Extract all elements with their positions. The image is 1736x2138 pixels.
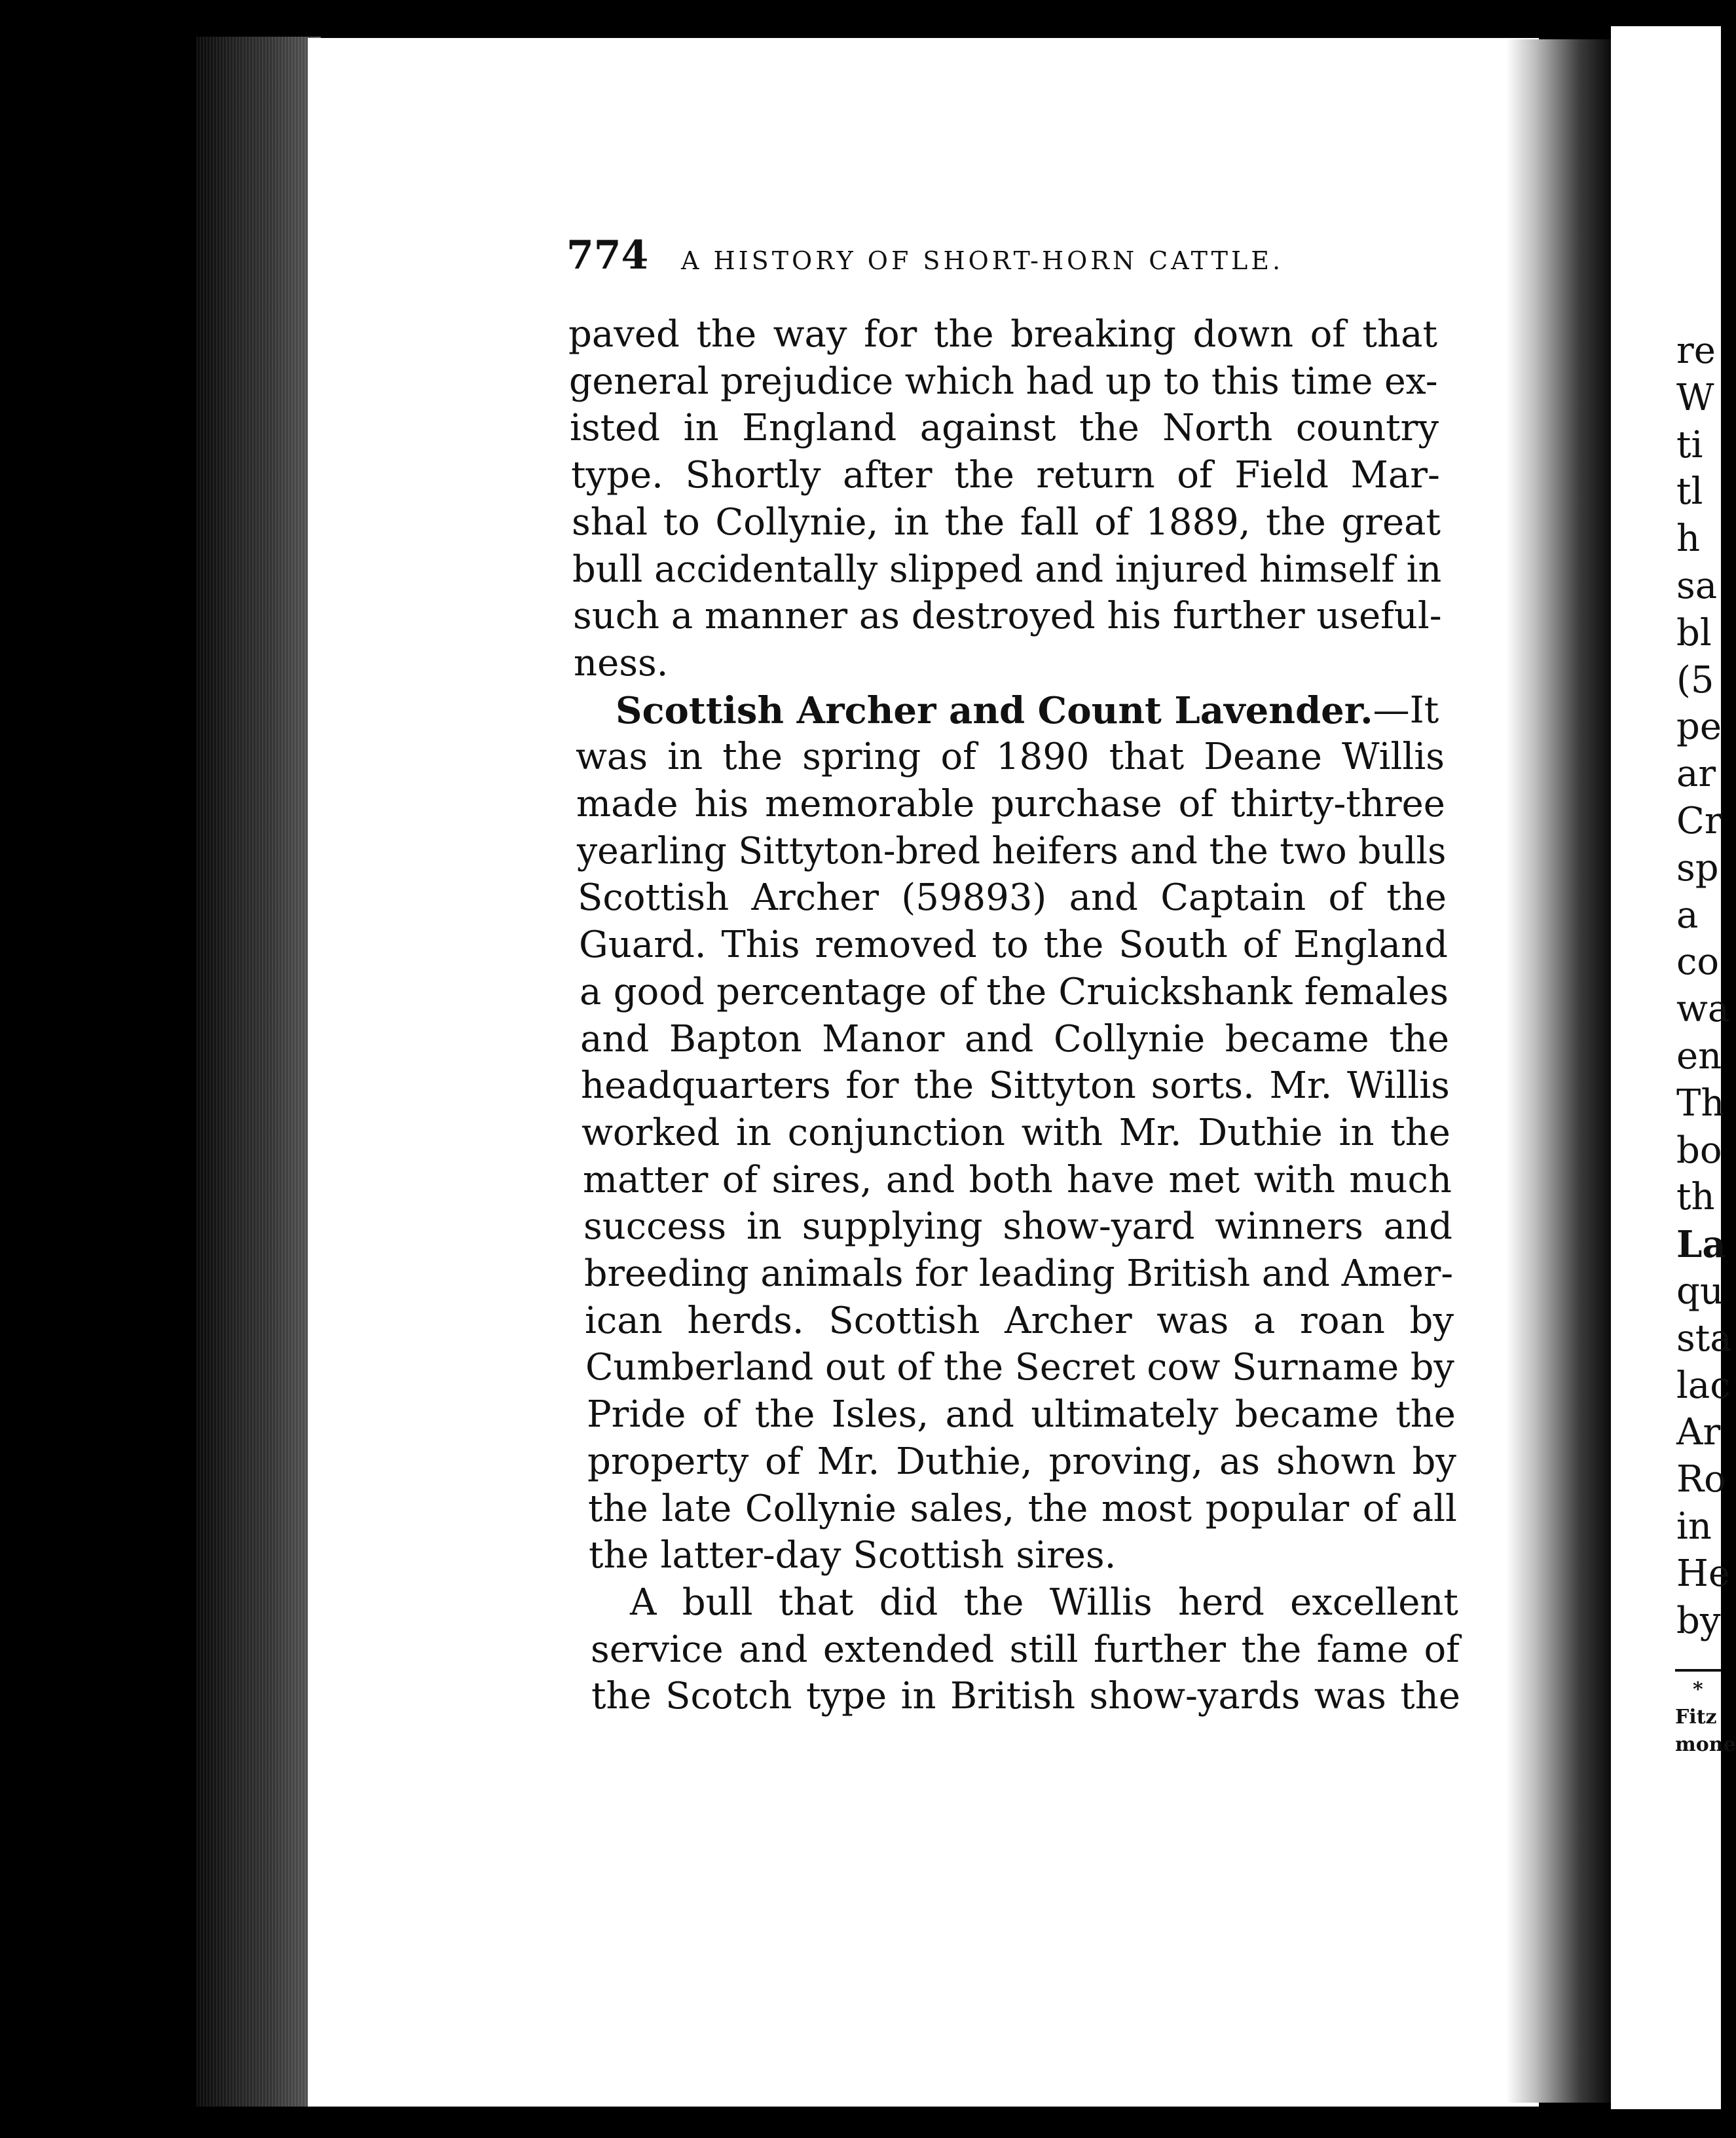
word: Archer [1005, 1300, 1132, 1342]
word: all [1411, 1488, 1457, 1530]
word: after [843, 454, 933, 497]
word: (59893) [901, 876, 1047, 919]
facing-page-fragment: La [1676, 1223, 1726, 1266]
word: of [1178, 783, 1215, 825]
facing-page-fragment: lac [1676, 1364, 1731, 1407]
text-line [587, 1391, 1456, 1438]
word: his [1107, 595, 1162, 637]
word: sales, [910, 1488, 1015, 1530]
word: himself [1259, 548, 1395, 591]
word: popular [1205, 1488, 1350, 1530]
word: show-yard [1003, 1205, 1195, 1248]
facing-page-fragment: en [1676, 1035, 1722, 1078]
section-heading-continuation: —It [1373, 689, 1439, 732]
word: that [1362, 313, 1437, 356]
word: to [991, 924, 1029, 966]
word: slipped [889, 548, 1024, 591]
word: Deane [1204, 736, 1322, 778]
word: memorable [765, 783, 975, 825]
word: that [778, 1581, 854, 1624]
word: of [1362, 1488, 1399, 1530]
word: This [721, 924, 800, 966]
word: both [969, 1159, 1053, 1201]
text-line [583, 1157, 1452, 1204]
word: Collynie [745, 1488, 896, 1530]
word: ultimately [1031, 1393, 1219, 1436]
word: of [1177, 454, 1213, 497]
word: cow [1147, 1346, 1221, 1389]
word: in [746, 1205, 782, 1248]
word: Mr. [1118, 1112, 1182, 1154]
word: with [1253, 1159, 1336, 1201]
word: Mr. [817, 1440, 880, 1483]
word: in [683, 407, 719, 449]
word: and [1261, 1252, 1330, 1295]
text-line [577, 828, 1446, 875]
word: the [914, 1064, 974, 1107]
word: in [1406, 548, 1442, 591]
word: herd [1178, 1581, 1265, 1624]
word: Pride [587, 1393, 686, 1436]
word: of [1242, 924, 1279, 966]
text-line [569, 358, 1438, 405]
text-line [568, 311, 1437, 358]
facing-page-fragment: ti [1676, 424, 1703, 466]
facing-page-fragment: (5 [1676, 659, 1714, 702]
word: up [1105, 360, 1153, 403]
word: the [1241, 1628, 1302, 1671]
word: by [1409, 1300, 1454, 1342]
word: to [1163, 360, 1200, 403]
word: South [1118, 924, 1228, 966]
facing-page-fragment: Cr [1676, 800, 1722, 842]
word: became [1234, 1393, 1379, 1436]
word: success [583, 1205, 727, 1248]
word: and [580, 1018, 650, 1060]
book-gutter [1506, 39, 1611, 2103]
word: did [879, 1581, 938, 1624]
text-line [578, 874, 1447, 922]
text-line [588, 1486, 1457, 1533]
word: and [1069, 876, 1138, 919]
word: of [940, 736, 976, 778]
word: the [1266, 501, 1326, 544]
facing-page-fragment: bl [1676, 612, 1712, 654]
word: time [1291, 360, 1373, 403]
word: most [1101, 1488, 1192, 1530]
word: a [1253, 1300, 1276, 1342]
word: the [1043, 924, 1104, 966]
text-line [589, 1532, 1116, 1579]
word: Cumberland [585, 1346, 814, 1389]
word: the [954, 454, 1014, 497]
word: two [1280, 830, 1347, 872]
word: sires. [1016, 1534, 1117, 1577]
word: Willis [1049, 1581, 1153, 1624]
word: the [1386, 876, 1447, 919]
word: the [963, 1581, 1024, 1624]
word: still [1009, 1628, 1079, 1671]
word: the [944, 501, 1005, 544]
word: England [1293, 924, 1448, 966]
word: the [986, 971, 1047, 1013]
word: such [573, 595, 660, 637]
word: this [1211, 360, 1280, 403]
word: with [1021, 1112, 1103, 1154]
facing-page-fragment: sta [1676, 1317, 1732, 1360]
word: shal [572, 501, 648, 544]
word: Archer [751, 876, 879, 919]
word: and [945, 1393, 1014, 1436]
facing-page-fragment: bo [1676, 1129, 1722, 1172]
word: useful- [1316, 595, 1442, 637]
word: Mar- [1350, 454, 1440, 497]
word: sires, [771, 1159, 872, 1201]
page-number: 774 [566, 233, 649, 278]
word: way [773, 313, 847, 356]
text-line [582, 1110, 1450, 1157]
word: in [1339, 1112, 1375, 1154]
text-line [572, 499, 1441, 546]
word: for [845, 1064, 899, 1107]
facing-page-fragment: pe [1676, 705, 1722, 748]
word: and [739, 1628, 808, 1671]
word: conjunction [787, 1112, 1005, 1154]
text-line [587, 1438, 1456, 1486]
word: made [576, 783, 678, 825]
word: latter-day [660, 1534, 841, 1577]
word: breeding [584, 1252, 749, 1295]
word: return [1036, 454, 1155, 497]
word: of [1424, 1628, 1460, 1671]
facing-page-fragment: He [1676, 1552, 1730, 1595]
word: the [1027, 1488, 1088, 1530]
book-title: A HISTORY OF SHORT-HORN CATTLE. [681, 246, 1284, 275]
word: paved [568, 313, 680, 356]
text-line [579, 922, 1448, 969]
word: fame [1316, 1628, 1409, 1671]
facing-page-fragment: re [1676, 329, 1716, 372]
word: ican [585, 1300, 663, 1342]
word: Mr. [1269, 1064, 1333, 1107]
facing-page-fragment: in [1676, 1505, 1712, 1548]
word: breaking [1010, 313, 1176, 356]
word: accidentally [654, 548, 878, 591]
page-edge-stack [196, 37, 321, 2107]
word: property [587, 1440, 749, 1483]
word: winners [1215, 1205, 1363, 1248]
facing-page-fragment: sa [1676, 565, 1718, 607]
text-line [576, 781, 1445, 828]
word: in [900, 1675, 936, 1717]
word: the [589, 1534, 649, 1577]
word: Guard. [579, 924, 707, 966]
word: in [893, 501, 929, 544]
word: Sittyton [988, 1064, 1136, 1107]
text-line [585, 1344, 1454, 1391]
word: Amer- [1341, 1252, 1454, 1295]
word: Captain [1160, 876, 1306, 919]
word: the [944, 1346, 1004, 1389]
word: of [896, 1346, 933, 1389]
word: Duthie, [896, 1440, 1033, 1483]
word: spring [802, 736, 921, 778]
word: and [965, 1018, 1034, 1060]
text-line [630, 1579, 1458, 1626]
word: A [630, 1581, 657, 1624]
word: yearling [577, 830, 727, 872]
facing-page-fragment: sp [1676, 847, 1719, 890]
word: to [663, 501, 700, 544]
text-line [591, 1673, 1460, 1720]
word: by [1412, 1440, 1456, 1483]
word: fall [1020, 501, 1079, 544]
word: sorts. [1151, 1064, 1255, 1107]
facing-page-fragment: Ro [1676, 1458, 1726, 1501]
word: purchase [991, 783, 1162, 825]
text-line [573, 593, 1442, 640]
footnote-rule [1675, 1669, 1721, 1672]
word: of [1094, 501, 1130, 544]
word: the [591, 1675, 652, 1717]
word: and [1383, 1205, 1452, 1248]
word: the [1209, 830, 1268, 872]
word: further [1172, 595, 1305, 637]
word: worked [582, 1112, 720, 1154]
facing-page-fragment: th [1676, 1176, 1715, 1218]
word: the [1389, 1018, 1449, 1060]
text-line [591, 1626, 1460, 1674]
word: in [736, 1112, 772, 1154]
facing-page-fragment: W [1676, 377, 1714, 419]
word: England [742, 407, 897, 449]
running-head [566, 229, 1405, 282]
word: the [933, 313, 994, 356]
word: had [1025, 360, 1094, 403]
section-heading: Scottish Archer and Count Lavender. [616, 689, 1373, 732]
word: further [1094, 1628, 1227, 1671]
word: was [1156, 1300, 1229, 1342]
facing-page-footnote: Fitz [1675, 1706, 1717, 1729]
text-line [572, 546, 1441, 593]
word: proving, [1048, 1440, 1204, 1483]
facing-page-fragment: Ar [1676, 1411, 1721, 1453]
word: was [576, 736, 648, 778]
text-line [570, 405, 1439, 452]
word: down [1192, 313, 1294, 356]
word: thirty-three [1230, 783, 1445, 825]
word: heifers [991, 830, 1118, 872]
word: a [671, 595, 693, 637]
word: the [1395, 1393, 1456, 1436]
word: met [1168, 1159, 1240, 1201]
facing-page-fragment: Th [1676, 1082, 1725, 1125]
text-line [571, 452, 1440, 499]
facing-page-fragment: co [1676, 941, 1720, 983]
word: Scottish [828, 1300, 980, 1342]
word: of [702, 1393, 739, 1436]
word: Willis [1342, 736, 1445, 778]
word: late [661, 1488, 732, 1530]
facing-page-fragment: a [1676, 894, 1699, 937]
facing-page-fragment: wa [1676, 988, 1730, 1030]
word: Sittyton-bred [738, 830, 981, 872]
word: matter [583, 1159, 709, 1201]
word: 1890 [996, 736, 1090, 778]
word: for [864, 313, 917, 356]
word: British [1126, 1252, 1251, 1295]
word: the [1400, 1675, 1460, 1717]
word: and [1035, 548, 1104, 591]
word: removed [815, 924, 977, 966]
word: percentage [716, 971, 927, 1013]
word: of [722, 1159, 758, 1201]
word: by [1410, 1346, 1454, 1389]
word: that [1109, 736, 1185, 778]
word: roan [1299, 1300, 1385, 1342]
word: the [754, 1393, 815, 1436]
word: great [1341, 501, 1441, 544]
word: and [885, 1159, 955, 1201]
word: British [950, 1675, 1076, 1717]
word: became [1225, 1018, 1369, 1060]
word: injured [1115, 548, 1248, 591]
word: Scottish [578, 876, 729, 919]
word: Collynie [1053, 1018, 1206, 1060]
facing-page-footnote: mone [1675, 1733, 1736, 1756]
word: country [1295, 407, 1439, 449]
word: for [914, 1252, 968, 1295]
word: Manor [822, 1018, 945, 1060]
facing-page-footnote: * [1693, 1678, 1703, 1701]
word: a [580, 971, 602, 1013]
word: in [667, 736, 703, 778]
word: of [1328, 876, 1364, 919]
word: North [1162, 407, 1273, 449]
word: Duthie [1198, 1112, 1323, 1154]
word: and [1130, 830, 1198, 872]
text-line [580, 969, 1449, 1016]
word: the [1079, 407, 1139, 449]
word: animals [760, 1252, 904, 1295]
text-line [583, 1203, 1452, 1250]
section-heading-line [616, 687, 1437, 734]
word: the [588, 1488, 648, 1530]
word: prejudice [720, 360, 894, 403]
word: Scottish [853, 1534, 1005, 1577]
word: Cruickshank [1058, 971, 1293, 1013]
word: bulls [1358, 830, 1447, 872]
word: supplying [802, 1205, 983, 1248]
word: extended [822, 1628, 995, 1671]
word: type [806, 1675, 887, 1717]
word: Surname [1232, 1346, 1399, 1389]
word: the [696, 313, 757, 356]
word: Secret [1014, 1346, 1136, 1389]
word: against [919, 407, 1056, 449]
word: his [694, 783, 749, 825]
word: good [613, 971, 705, 1013]
facing-page-fragment: ar [1676, 753, 1716, 795]
word: type. [571, 454, 663, 497]
word: was [1314, 1675, 1386, 1717]
word: isted [570, 407, 661, 449]
word: headquarters [581, 1064, 831, 1107]
text-line [574, 640, 668, 687]
word: of [1310, 313, 1346, 356]
word: herds. [687, 1300, 804, 1342]
word: leading [978, 1252, 1115, 1295]
word: out [825, 1346, 885, 1389]
word: 1889, [1145, 501, 1251, 544]
word: destroyed [911, 595, 1096, 637]
word: manner [704, 595, 848, 637]
word: service [591, 1628, 724, 1671]
word: much [1349, 1159, 1452, 1201]
word: excellent [1290, 1581, 1458, 1624]
word: ex- [1384, 360, 1438, 403]
word: ness. [574, 642, 669, 685]
facing-page-fragment: h [1676, 517, 1701, 560]
facing-page-fragment: tl [1676, 470, 1703, 513]
word: Isles, [831, 1393, 929, 1436]
word: bull [572, 548, 643, 591]
word: bull [682, 1581, 753, 1624]
word: of [938, 971, 975, 1013]
word: general [569, 360, 709, 403]
word: Willis [1346, 1064, 1450, 1107]
word: the [722, 736, 783, 778]
word: Scotch [665, 1675, 792, 1717]
text-line [580, 1016, 1449, 1063]
facing-page-fragment: qu [1676, 1270, 1724, 1313]
text-line [581, 1062, 1450, 1110]
word: show-yards [1089, 1675, 1301, 1717]
text-line [576, 734, 1445, 781]
word: have [1066, 1159, 1155, 1201]
text-line [585, 1298, 1454, 1345]
word: Collynie, [715, 501, 879, 544]
text-line [584, 1250, 1453, 1298]
word: as [859, 595, 900, 637]
word: as [1219, 1440, 1261, 1483]
word: which [904, 360, 1014, 403]
word: Field [1234, 454, 1329, 497]
word: the [1390, 1112, 1450, 1154]
word: females [1304, 971, 1449, 1013]
word: Bapton [669, 1018, 802, 1060]
word: Shortly [685, 454, 821, 497]
facing-page-fragment: by [1676, 1600, 1721, 1642]
word: shown [1276, 1440, 1396, 1483]
word: of [765, 1440, 801, 1483]
